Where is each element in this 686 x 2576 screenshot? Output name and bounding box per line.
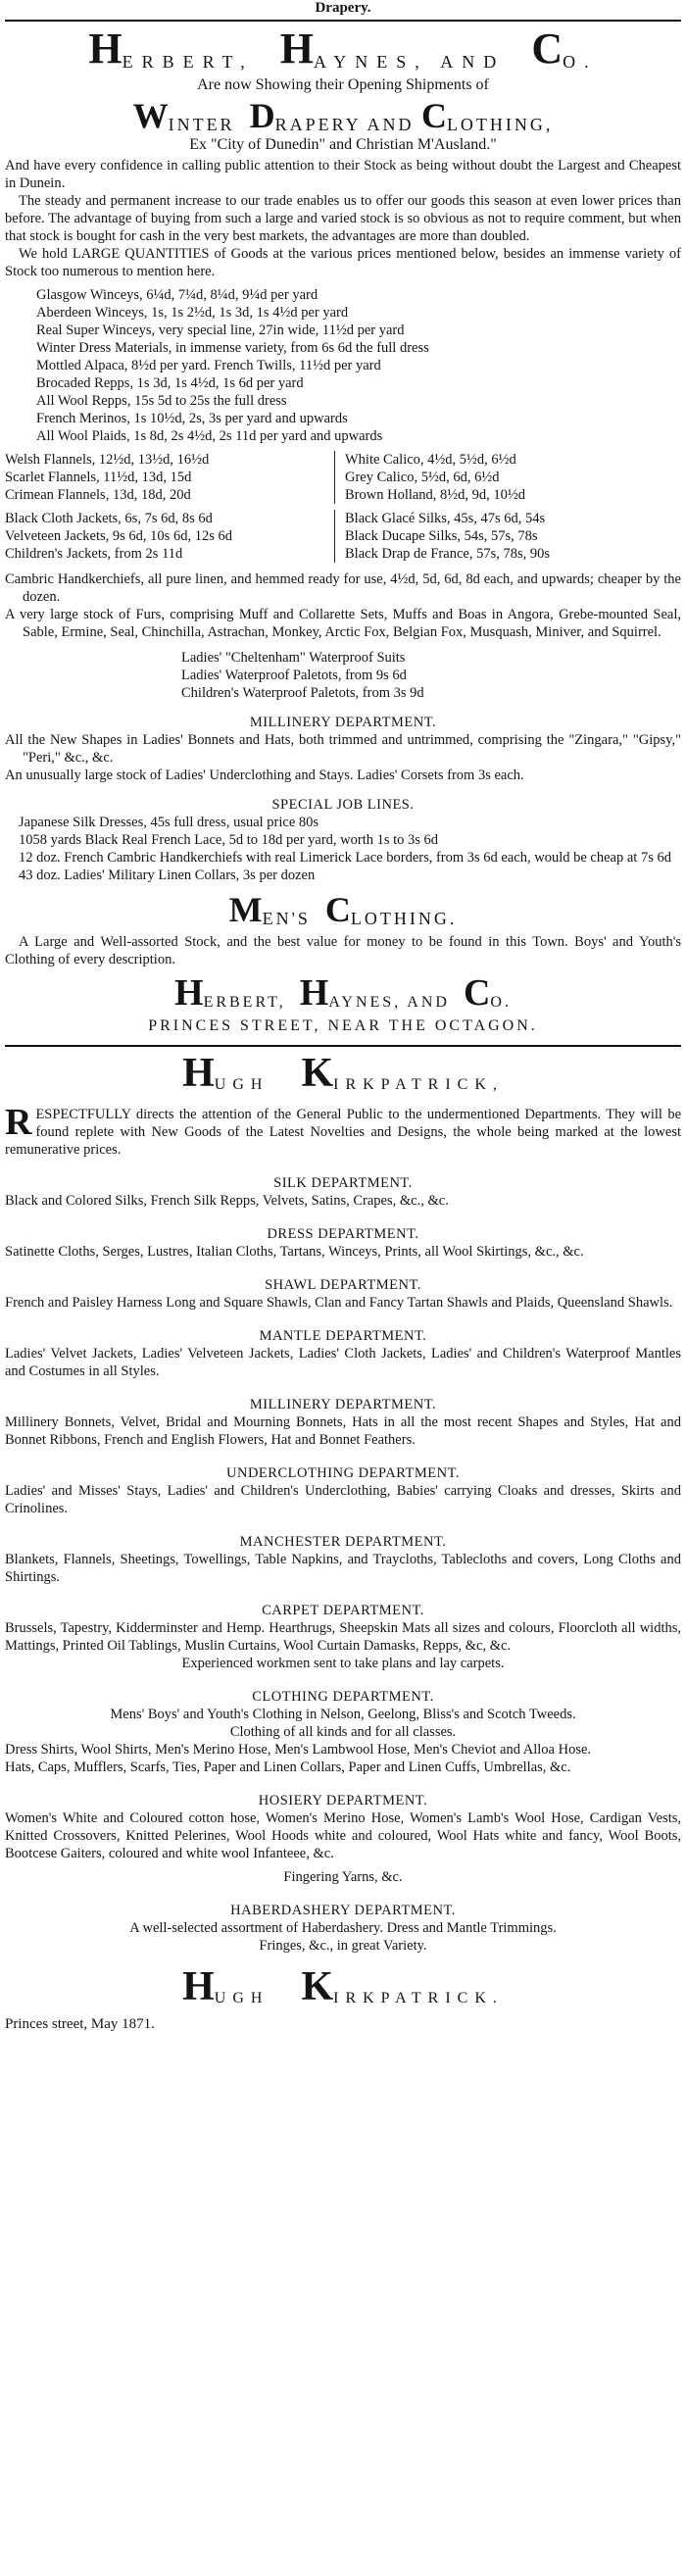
clothing-paragraph: Dress Shirts, Wool Shirts, Men's Merino Hose, Men's Lambwool Hose, Men's Cheviot and Alloa Hose.: [5, 1742, 592, 1758]
haberdashery-text: Fringes, &c., in great Variety.: [259, 1938, 427, 1954]
list-item: Real Super Winceys, very special line, 27in wide, 11½d per yard: [36, 322, 405, 338]
price-columns-jackets-silks: [5, 510, 681, 563]
department-title: DRESS DEPARTMENT.: [267, 1226, 419, 1242]
list-item: Winter Dress Materials, in immense variety, from 6s 6d the full dress: [36, 340, 429, 356]
firm-initial-k: K: [301, 1964, 334, 2009]
list-item: Scarlet Flannels, 11½d, 13d, 15d: [5, 470, 192, 485]
firm-initial-k: K: [301, 1051, 334, 1096]
carpet-note: Experienced workmen sent to take plans and lay carpets.: [181, 1656, 505, 1671]
dateline: Princes street, May 1871.: [5, 2016, 155, 2032]
respectfully-paragraph: [5, 1102, 681, 1159]
hosiery-note: Fingering Yarns, &c.: [283, 1869, 403, 1885]
column-left: [5, 451, 328, 504]
firm-initial-c: C: [463, 972, 491, 1014]
list-item: Black Ducape Silks, 54s, 57s, 78s: [345, 528, 538, 544]
firm-address: PRINCES STREET, NEAR THE OCTAGON.: [148, 1017, 538, 1034]
list-item: Mottled Alpaca, 8½d per yard. French Twills, 11½d per yard: [36, 358, 381, 373]
department-text: Blankets, Flannels, Sheetings, Towellings, Table Napkins, and Traycloths, Tablecloths and covers, Long Cloths and Shirtings.: [5, 1552, 681, 1585]
heading-initial-d: D: [249, 96, 275, 135]
clothing-department-title: CLOTHING DEPARTMENT.: [252, 1689, 434, 1705]
list-item: 43 doz. Ladies' Military Linen Collars, 3s per dozen: [19, 867, 316, 883]
price-columns-flannel-calico: [5, 451, 681, 504]
divider: [5, 20, 681, 22]
department-title: SILK DEPARTMENT.: [273, 1175, 413, 1191]
column-right: [334, 510, 658, 563]
intro-paragraph: And have every confidence in calling public attention to their Stock as being without doubt the Largest and Cheapest in Dunein.: [5, 158, 681, 191]
firm-name-part: ERBERT,: [203, 994, 286, 1011]
firm-name-part: IRKPATRICK,: [333, 1076, 504, 1093]
list-item: Children's Waterproof Paletots, from 3s 9d: [181, 685, 424, 701]
firm-name-part: AYNES, AND: [328, 994, 450, 1011]
department-text: Millinery Bonnets, Velvet, Bridal and Mourning Bonnets, Hats in all the most recent Shapes and Styles, Hat and Bonnet Ribbons, French and English Flowers, Hat and Bonnet Feathers.: [5, 1414, 681, 1448]
intro-paragraph: We hold LARGE QUANTITIES of Goods at the various prices mentioned below, besides an immense variety of Stock too numerous to mention here.: [5, 246, 681, 279]
haberdashery-text: A well-selected assortment of Haberdashery. Dress and Mantle Trimmings.: [129, 1920, 557, 1936]
heading-part: RAPERY AND: [274, 115, 415, 134]
mens-clothing-heading: [5, 888, 681, 927]
firm-name-hugh-kirkpatrick: [5, 1051, 681, 1094]
clothing-line: Mens' Boys' and Youth's Clothing in Nelson, Geelong, Bliss's and Scotch Tweeds.: [110, 1707, 576, 1722]
heading-initial-c: C: [420, 96, 447, 135]
list-item: French Merinos, 1s 10½d, 2s, 3s per yard and upwards: [36, 411, 348, 426]
heading-initial-c: C: [324, 890, 351, 929]
heading-part: LOTHING,: [446, 115, 554, 134]
firm-initial-h: H: [182, 1051, 215, 1096]
hosiery-department-text: Women's White and Coloured cotton hose, Women's Merino Hose, Women's Lamb's Wool Hose, Cardigan Vests, Knitted Crossovers, Knitted Pelerines, Wool Hoods white and coloured, Wool Hats white and fancy, Wool Boots, Bootcese Gaiters, coloured and white wool Infanteee, &c.: [5, 1810, 681, 1861]
heading-initial-m: M: [228, 890, 263, 929]
hosiery-department-title: HOSIERY DEPARTMENT.: [258, 1793, 428, 1808]
millinery-paragraph: All the New Shapes in Ladies' Bonnets and Hats, both trimmed and untrimmed, comprising the "Zingara," "Gipsy," "Peri," &c., &c.: [5, 732, 681, 766]
firm-initial-c: C: [531, 25, 564, 73]
furs-paragraph: A very large stock of Furs, comprising Muff and Collarette Sets, Muffs and Boas in Angora, Grebe-mounted Seal, Sable, Ermine, Seal, Chinchilla, Astrachan, Monkey, Arctic Fox, Belgian Fox, Musquash, Miniver, and Squirrel.: [5, 607, 681, 640]
department-text: Black and Colored Silks, French Silk Repps, Velvets, Satins, Crapes, &c., &c.: [5, 1193, 449, 1209]
clothing-line: Clothing of all kinds and for all classes.: [229, 1724, 457, 1740]
waterproof-list: [5, 649, 681, 702]
department-text: Satinette Cloths, Serges, Lustres, Italian Cloths, Tartans, Winceys, Prints, all Wool Skirtings, &c., &c.: [5, 1244, 584, 1260]
firm-name-part: UGH: [214, 1076, 270, 1093]
firm-name-part: ERBERT,: [122, 52, 254, 72]
firm-initial-h: H: [88, 25, 122, 73]
firm-name-part: UGH: [214, 1990, 270, 2006]
winter-drapery-heading: [5, 94, 681, 133]
firm-name-part: AYNES, AND: [313, 52, 506, 72]
department-title: UNDERCLOTHING DEPARTMENT.: [226, 1465, 460, 1481]
list-item: Japanese Silk Dresses, 45s full dress, usual price 80s: [19, 815, 319, 830]
heading-part: INTER: [168, 115, 235, 134]
firm-name-signature: [5, 972, 681, 1012]
cambric-paragraph: Cambric Handkerchiefs, all pure linen, and hemmed ready for use, 4½d, 5d, 6d, 8d each, and upwards; cheaper by the dozen.: [5, 571, 681, 605]
mens-clothing-paragraph: A Large and Well-assorted Stock, and the best value for money to be found in this Town. Boys' and Youth's Clothing of every description.: [5, 934, 681, 967]
firm-initial-h: H: [174, 972, 204, 1014]
list-item: Aberdeen Winceys, 1s, 1s 2½d, 1s 3d, 1s 4½d per yard: [36, 305, 349, 321]
firm-initial-h: H: [182, 1964, 215, 2009]
department-text: Ladies' Velvet Jackets, Ladies' Velveteen Jackets, Ladies' Cloth Jackets, Ladies' and Children's Waterproof Mantles and Costumes in all Styles.: [5, 1346, 681, 1379]
list-item: White Calico, 4½d, 5½d, 6½d: [345, 452, 516, 468]
heading-part: EN'S: [262, 909, 311, 928]
list-item: 12 doz. French Cambric Handkerchiefs with real Limerick Lace borders, from 3s 6d each, would be cheap at 7s 6d: [19, 850, 671, 866]
haberdashery-department-title: HABERDASHERY DEPARTMENT.: [230, 1903, 456, 1918]
firm-name-signature-hk: [5, 1964, 681, 2007]
heading-part: LOTHING.: [350, 909, 458, 928]
list-item: 1058 yards Black Real French Lace, 5d to 18d per yard, worth 1s to 3s 6d: [19, 832, 439, 848]
list-item: Black Glacé Silks, 45s, 47s 6d, 54s: [345, 511, 546, 526]
special-job-lines-title: SPECIAL JOB LINES.: [271, 797, 415, 813]
list-item: Black Drap de France, 57s, 78s, 90s: [345, 546, 550, 562]
list-item: Children's Jackets, from 2s 11d: [5, 546, 183, 562]
department-title: MANCHESTER DEPARTMENT.: [239, 1534, 447, 1550]
firm-initial-h2: H: [279, 25, 314, 73]
carpet-department-title: CARPET DEPARTMENT.: [262, 1603, 424, 1618]
list-item: Welsh Flannels, 12½d, 13½d, 16½d: [5, 452, 210, 468]
list-item: Grey Calico, 5½d, 6d, 6½d: [345, 470, 500, 485]
department-title: MANTLE DEPARTMENT.: [259, 1328, 427, 1344]
goods-price-list: [5, 286, 681, 445]
list-item: Velveteen Jackets, 9s 6d, 10s 6d, 12s 6d: [5, 528, 232, 544]
list-item: All Wool Repps, 15s 5d to 25s the full dress: [36, 393, 287, 409]
firm-name-part: IRKPATRICK.: [333, 1990, 504, 2006]
column-left: [5, 510, 328, 563]
opening-line: Are now Showing their Opening Shipments of: [197, 76, 489, 93]
carpet-department-text: Brussels, Tapestry, Kidderminster and Hemp. Hearthrugs, Sheepskin Mats all sizes and colours, Floorcloth all widths, Mattings, Printed Oil Tablings, Muslin Curtains, Wool Curtain Damasks, Repps, &c, &c.: [5, 1620, 681, 1654]
list-item: Ladies' Waterproof Paletots, from 9s 6d: [181, 668, 407, 683]
special-job-list: [5, 814, 681, 884]
list-item: All Wool Plaids, 1s 8d, 2s 4½d, 2s 11d per yard and upwards: [36, 428, 383, 444]
list-item: Brocaded Repps, 1s 3d, 1s 4½d, 1s 6d per yard: [36, 375, 304, 391]
list-item: Glasgow Winceys, 6¼d, 7¼d, 8¼d, 9¼d per yard: [36, 287, 318, 303]
department-text: Ladies' and Misses' Stays, Ladies' and Children's Underclothing, Babies' carrying Cloaks and dresses, Skirts and Crinolines.: [5, 1483, 681, 1516]
column-right: [334, 451, 658, 504]
firm-name-herbert-haynes: [5, 25, 681, 71]
millinery-paragraph: An unusually large stock of Ladies' Underclothing and Stays. Ladies' Corsets from 3s each.: [5, 768, 524, 783]
clothing-paragraph: Hats, Caps, Mufflers, Scarfs, Ties, Paper and Linen Collars, Paper and Linen Cuffs, Umbrellas, &c.: [5, 1759, 571, 1775]
section-header: Drapery.: [315, 0, 371, 16]
firm-initial-h2: H: [299, 972, 329, 1014]
divider: [5, 1045, 681, 1047]
department-title: MILLINERY DEPARTMENT.: [249, 1397, 437, 1412]
firm-name-part: O.: [490, 994, 512, 1011]
ship-line: Ex "City of Dunedin" and Christian M'Ausland.": [189, 136, 497, 153]
firm-name-part: O.: [563, 52, 598, 72]
respectfully-text: ESPECTFULLY directs the attention of the General Public to the undermentioned Departments. They will be found replete with New Goods of the Latest Novelties and Designs, the whole being marked at the lowest remunerative prices.: [5, 1107, 681, 1158]
list-item: Brown Holland, 8½d, 9d, 10½d: [345, 487, 526, 503]
list-item: Black Cloth Jackets, 6s, 7s 6d, 8s 6d: [5, 511, 213, 526]
list-item: Crimean Flannels, 13d, 18d, 20d: [5, 487, 191, 503]
drop-cap: R: [5, 1102, 32, 1143]
intro-paragraph: The steady and permanent increase to our trade enables us to offer our goods this season at even lower prices than before. The advantage of buying from such a large and varied stock is so obvious as not to require comment, but when that stock is bought for cash in the very best markets, the advantages are more than doubled.: [5, 193, 681, 244]
millinery-title: MILLINERY DEPARTMENT.: [249, 715, 437, 730]
list-item: Ladies' "Cheltenham" Waterproof Suits: [181, 650, 406, 666]
department-text: French and Paisley Harness Long and Square Shawls, Clan and Fancy Tartan Shawls and Plaids, Queensland Shawls.: [5, 1295, 673, 1311]
heading-initial-w: W: [132, 96, 169, 135]
department-title: SHAWL DEPARTMENT.: [265, 1277, 421, 1293]
